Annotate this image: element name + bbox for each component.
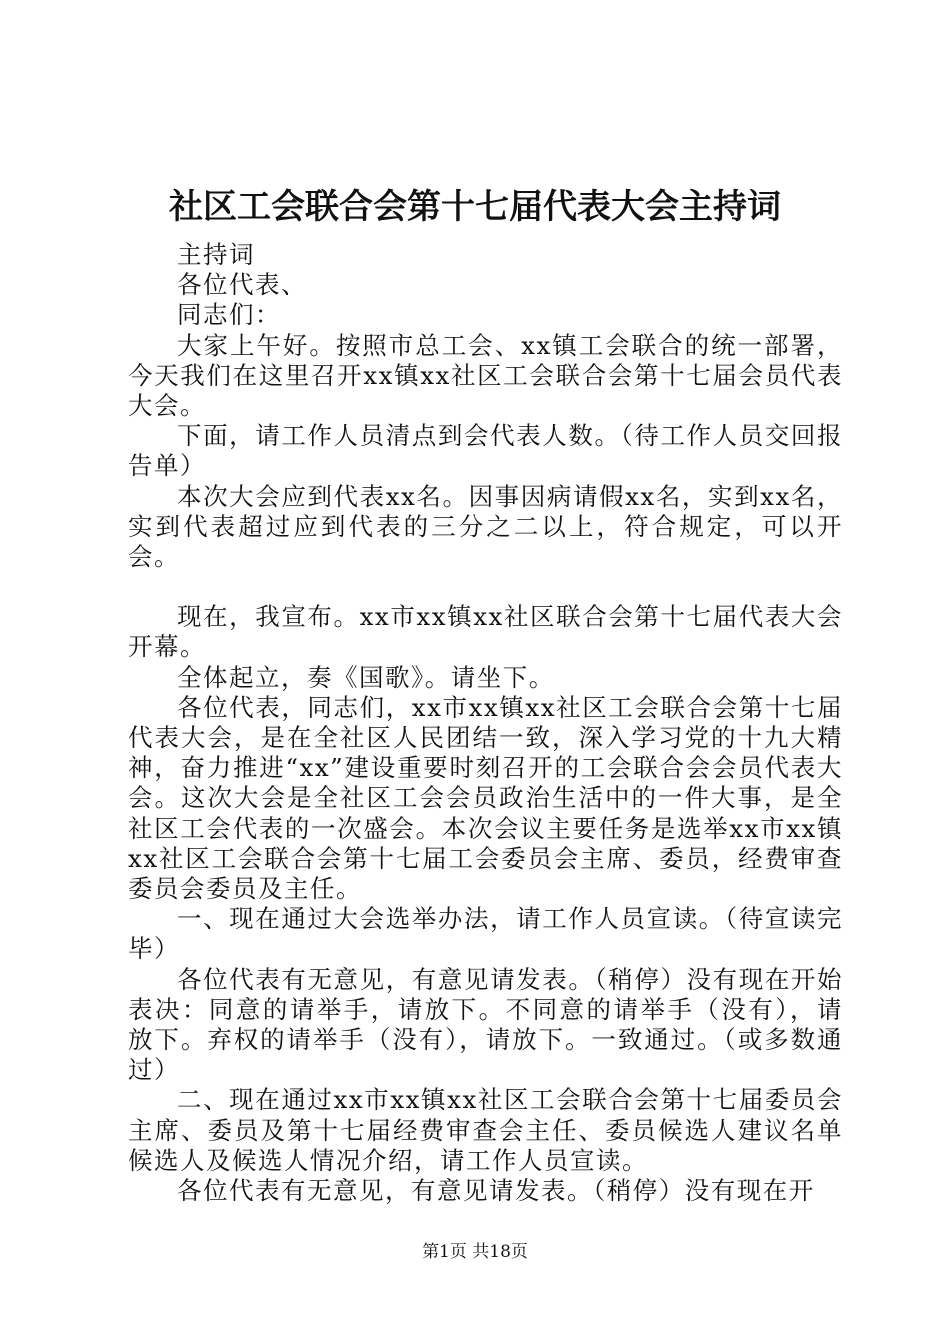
page-footer: 第1页 共18页 [422, 1242, 528, 1262]
paragraph: 二、现在通过xx市xx镇xx社区工会联合会第十七届委员会主席、委员及第十七届经费审查会主任、委员候选人建议名单候选人及候选人情况介绍，请工作人员宣读。 [128, 1085, 843, 1175]
paragraph: 各位代表有无意见，有意见请发表。（稍停）没有现在开始表决：同意的请举手，请放下。不同意的请举手（没有），请放下。弃权的请举手（没有），请放下。一致通过。（或多数通过） [128, 964, 843, 1085]
paragraph-heading: 主持词 [177, 240, 255, 269]
paragraph-salutation: 同志们： [177, 300, 281, 330]
paragraph: 下面，请工作人员清点到会代表人数。（待工作人员交回报告单） [128, 421, 843, 481]
paragraph-salutation: 各位代表、 [177, 270, 307, 300]
paragraph: 一、现在通过大会选举办法，请工作人员宣读。（待宣读完毕） [128, 904, 843, 964]
paragraph: 现在，我宣布。xx市xx镇xx社区联合会第十七届代表大会开幕。 [128, 602, 843, 662]
paragraph: 全体起立，奏《国歌》。请坐下。 [177, 662, 555, 692]
paragraph: 本次大会应到代表xx名。因事因病请假xx名，实到xx名，实到代表超过应到代表的三分之二以上，符合规定，可以开会。 [128, 481, 843, 572]
paragraph: 大家上午好。按照市总工会、xx镇工会联合的统一部署，今天我们在这里召开xx镇xx社区工会联合会第十七届会员代表大会。 [128, 330, 843, 421]
paragraph: 各位代表有无意见，有意见请发表。（稍停）没有现在开 [177, 1176, 815, 1206]
document-title: 社区工会联合会第十七届代表大会主持词 [169, 187, 781, 227]
paragraph-spacer [128, 572, 843, 602]
paragraph: 各位代表，同志们，xx市xx镇xx社区工会联合会第十七届代表大会，是在全社区人民团结一致，深入学习党的十九大精神，奋力推进“xx”建设重要时刻召开的工会联合会会员代表大会。这次大会是全社区工会会员政治生活中的一件大事，是全社区工会代表的一次盛会。本次会议主要任务是选举xx市xx镇xx社区工会联合会第十七届工会委员会主席、委员，经费审查委员会委员及主任。 [128, 692, 843, 904]
document-body [128, 240, 843, 1206]
